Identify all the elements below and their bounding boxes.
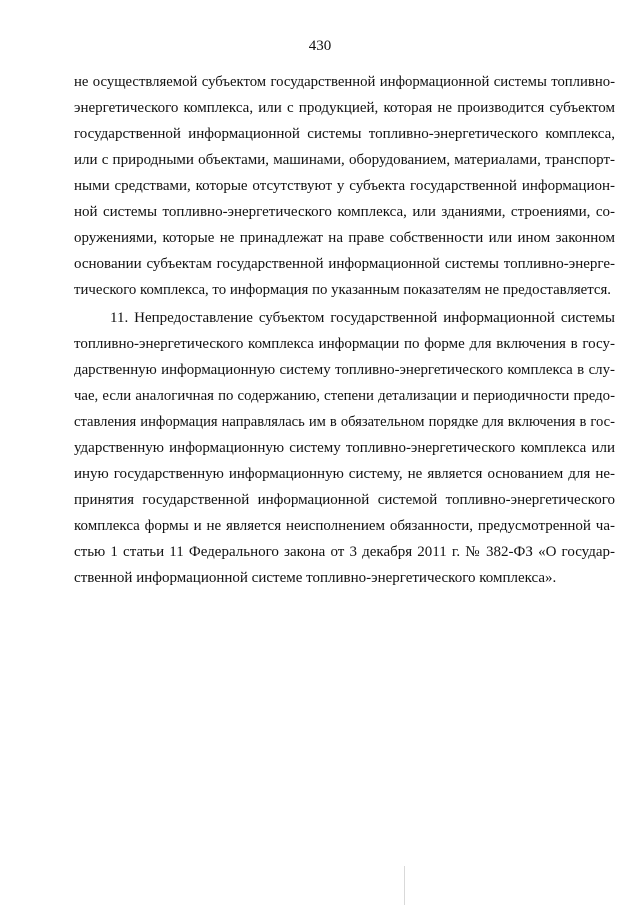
paragraph-line: принятия государственной информационной системой топливно-энергетического: [74, 492, 615, 508]
paragraph-line: тического комплекса, то информация по указанным показателям не предоставляется.: [74, 282, 611, 298]
paragraph-line: иную государственную информационную систему, не является основанием для не-: [74, 466, 615, 482]
paragraph-line: 11. Непредоставление субъектом государственной информационной системы: [110, 310, 615, 326]
paragraph-line: оружениями, которые не принадлежат на праве собственности или ином законном: [74, 230, 615, 246]
paragraph-line: ударственную информационную систему топливно-энергетического комплекса или: [74, 440, 615, 456]
paragraph-line: комплекса формы и не является неисполнением обязанности, предусмотренной ча-: [74, 518, 615, 534]
paragraph-line: ной системы топливно-энергетического комплекса, или зданиями, строениями, со-: [74, 204, 615, 220]
paragraph-line: топливно-энергетического комплекса информации по форме для включения в госу-: [74, 336, 615, 352]
paragraph-line: государственной информационной системы топливно-энергетического комплекса,: [74, 126, 615, 142]
paragraph-line: энергетического комплекса, или с продукцией, которая не производится субъектом: [74, 100, 615, 116]
paragraph-line: основании субъектам государственной информационной системы топливно-энерге-: [74, 256, 615, 272]
paragraph-line: ными средствами, которые отсутствуют у субъекта государственной информацион-: [74, 178, 615, 194]
paragraph-line: ственной информационной системе топливно-энергетического комплекса».: [74, 570, 557, 586]
page-number: 430: [308, 38, 332, 54]
paragraph-line: не осуществляемой субъектом государственной информационной системы топливно-: [74, 74, 615, 90]
paragraph-line: дарственную информационную систему топливно-энергетического комплекса в слу-: [74, 362, 615, 378]
paragraph-line: ставления информация направлялась им в обязательном порядке для включения в гос-: [74, 414, 615, 430]
paragraph-line: чае, если аналогичная по содержанию, степени детализации и периодичности предо-: [74, 388, 615, 404]
scan-edge-mark: [404, 866, 405, 905]
paragraph-line: стью 1 статьи 11 Федерального закона от 3 декабря 2011 г. № 382-ФЗ «О государ-: [74, 544, 615, 560]
paragraph-line: или с природными объектами, машинами, оборудованием, материалами, транспорт-: [74, 152, 615, 168]
